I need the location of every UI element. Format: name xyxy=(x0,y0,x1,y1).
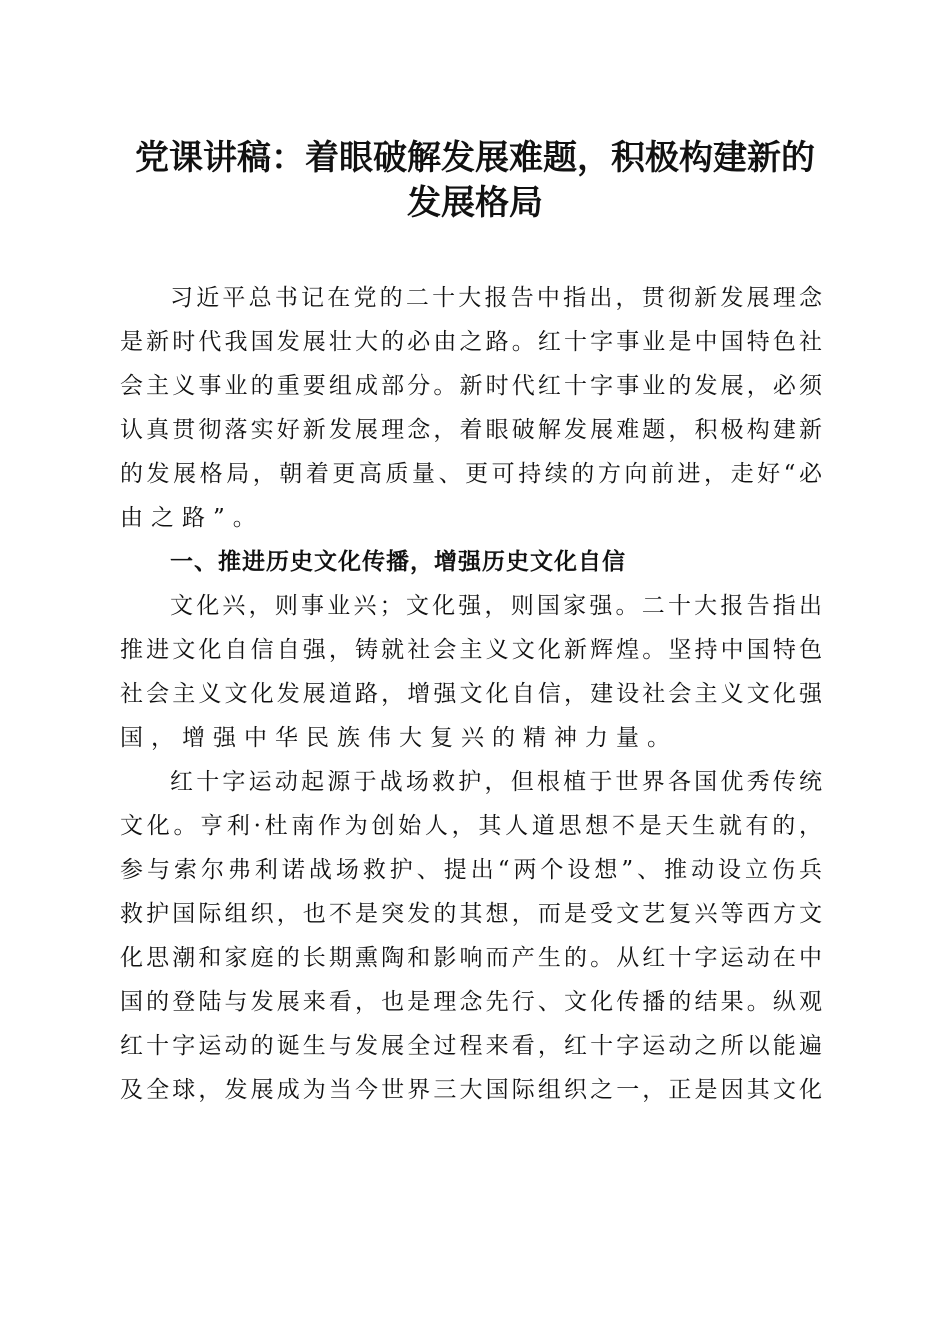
text-line: 国的登陆与发展来看，也是理念先行、文化传播的结果。纵观 xyxy=(120,989,822,1015)
text-line: 文化兴，则事业兴；文化强，则国家强。二十大报告指出 xyxy=(170,593,822,619)
text-line: 由之路”。 xyxy=(120,505,264,531)
document-body xyxy=(120,276,822,1112)
text-line: 的发展格局，朝着更高质量、更可持续的方向前进，走好“必 xyxy=(120,461,822,487)
text-line: 文化。亨利·杜南作为创始人，其人道思想不是天生就有的， xyxy=(120,813,822,839)
text-line: 救护国际组织，也不是突发的其想，而是受文艺复兴等西方文 xyxy=(120,901,822,927)
text-line: 会主义事业的重要组成部分。新时代红十字事业的发展，必须 xyxy=(120,373,822,399)
paragraph xyxy=(120,760,822,1112)
text-line: 参与索尔弗利诺战场救护、提出“两个设想”、推动设立伤兵 xyxy=(120,857,822,883)
text-line: 化思潮和家庭的长期熏陶和影响而产生的。从红十字运动在中 xyxy=(120,945,822,971)
text-line: 认真贯彻落实好新发展理念，着眼破解发展难题，积极构建新 xyxy=(120,417,822,443)
text-line: 社会主义文化发展道路，增强文化自信，建设社会主义文化强 xyxy=(120,681,822,707)
title-line-2: 发展格局 xyxy=(407,183,543,223)
document-title xyxy=(110,136,840,226)
text-line: 国，增强中华民族伟大复兴的精神力量。 xyxy=(120,725,678,751)
paragraph xyxy=(120,584,822,760)
text-line: 是新时代我国发展壮大的必由之路。红十字事业是中国特色社 xyxy=(120,329,822,355)
paragraph xyxy=(120,276,822,540)
text-line: 红十字运动起源于战场救护，但根植于世界各国优秀传统 xyxy=(170,769,822,795)
text-line: 推进文化自信自强，铸就社会主义文化新辉煌。坚持中国特色 xyxy=(120,637,822,663)
title-line-1: 党课讲稿：着眼破解发展难题，积极构建新的 xyxy=(135,138,815,178)
text-line: 红十字运动的诞生与发展全过程来看，红十字运动之所以能遍 xyxy=(120,1033,822,1059)
text-line: 及全球，发展成为当今世界三大国际组织之一，正是因其文化 xyxy=(120,1077,822,1103)
section-heading xyxy=(120,540,822,584)
text-line: 一、推进历史文化传播，增强历史文化自信 xyxy=(170,549,626,575)
text-line: 习近平总书记在党的二十大报告中指出，贯彻新发展理念 xyxy=(170,285,822,311)
